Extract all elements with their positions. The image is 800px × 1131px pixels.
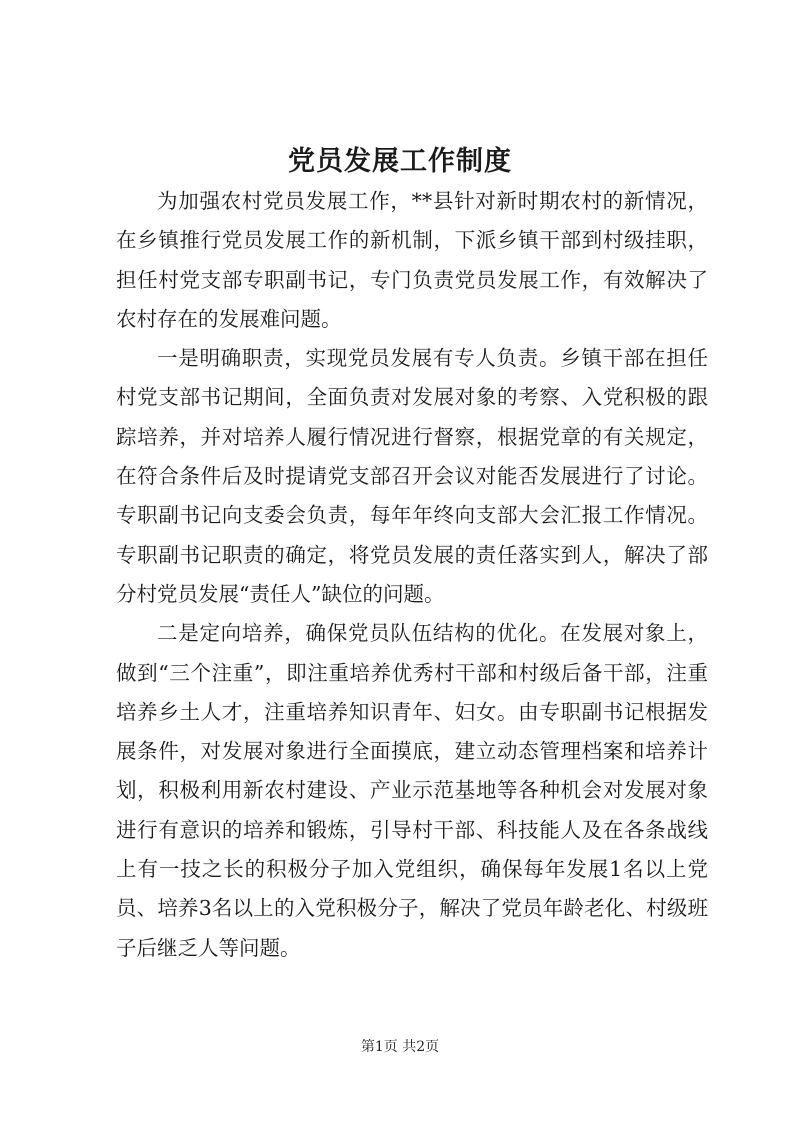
paragraph-responsibility: 一是明确职责，实现党员发展有专人负责。乡镇干部在担任村党支部书记期间，全面负责对发展对象的考察、入党积极的跟踪培养，并对培养人履行情况进行督察，根据党章的有关规定，在符合条件后及时提请党支部召开会议对能否发展进行了讨论。专职副书记向支委会负责，每年年终向支部大会汇报工作情况。专职副书记职责的确定，将党员发展的责任落实到人，解决了部分村党员发展“责任人”缺位的问题。	[116, 346, 708, 606]
document-body	[116, 182, 708, 968]
paragraph-intro: 为加强农村党员发展工作，**县针对新时期农村的新情况，在乡镇推行党员发展工作的新机制，下派乡镇干部到村级挂职，担任村党支部专职副书记，专门负责党员发展工作，有效解决了农村存在的发展难问题。	[116, 189, 708, 331]
paragraph-training: 二是定向培养，确保党员队伍结构的优化。在发展对象上，做到“三个注重”，即注重培养优秀村干部和村级后备干部，注重培养乡土人才，注重培养知识青年、妇女。由专职副书记根据发展条件，对发展对象进行全面摸底，建立动态管理档案和培养计划，积极利用新农村建设、产业示范基地等各种机会对发展对象进行有意识的培养和锻炼，引导村干部、科技能人及在各条战线上有一技之长的积极分子加入党组织，确保每年发展1名以上党员、培养3名以上的入党积极分子，解决了党员年龄老化、村级班子后继乏人等问题。	[116, 621, 708, 960]
page-number-footer: 第1页 共2页	[360, 1039, 440, 1055]
document-title: 党员发展工作制度	[288, 146, 512, 177]
